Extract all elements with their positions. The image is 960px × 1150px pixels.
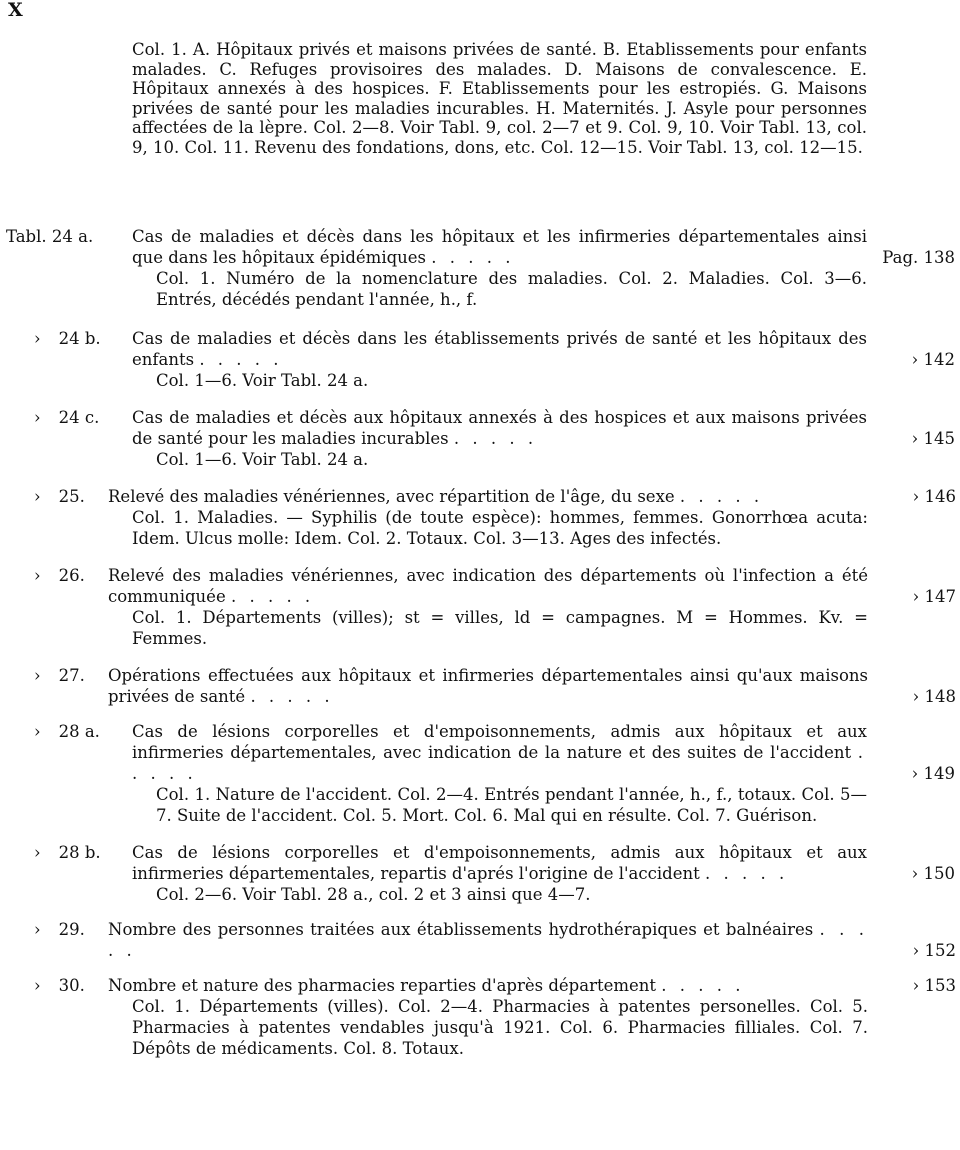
- toc-entry: [0, 407, 960, 470]
- entry-body: [132, 328, 955, 391]
- entry-title: [132, 226, 955, 268]
- entry-body: [108, 975, 956, 1059]
- page-reference: › 150: [911, 864, 955, 883]
- entry-title-text: Relevé des maladies vénériennes, avec indication des départements où l'infection a été communiquée: [108, 566, 868, 606]
- dot-leader: . . . . .: [108, 920, 868, 960]
- table-of-contents: [0, 226, 960, 1069]
- table-number: 26.: [58, 566, 85, 585]
- entry-body: [108, 665, 956, 707]
- page-number: X: [8, 0, 23, 21]
- intro-column-notes: Col. 1. A. Hôpitaux privés et maisons privées de santé. B. Etablissements pour enfants malades. C. Refuges provisoires des malades. D. Maisons de convalescence. E. Hôpitaux annexés à des hospices. F. Etablissements pour les estropiés. G. Maisons privées de santé pour les maladies incurables. H. Maternités. J. Asyle pour personnes affectées de la lèpre. Col. 2—8. Voir Tabl. 9, col. 2—7 et 9. Col. 9, 10. Voir Tabl. 13, col. 9, 10. Col. 11. Revenu des fondations, dons, etc. Col. 12—15. Voir Tabl. 13, col. 12—15.: [132, 40, 867, 157]
- ditto-mark: ›: [34, 329, 41, 348]
- table-label: [34, 919, 85, 940]
- entry-title-text: Cas de maladies et décès dans les établissements privés de santé et les hôpitaux des enfants: [132, 329, 867, 369]
- toc-entry: [0, 721, 960, 826]
- column-note: Col. 1. Départements (villes); st = villes, ld = campagnes. M = Hommes. Kv. = Femmes.: [132, 608, 868, 648]
- toc-entry: [0, 486, 960, 549]
- toc-entry: [0, 565, 960, 649]
- entry-title-text: Nombre et nature des pharmacies reparties d'après département: [108, 976, 662, 995]
- table-number: 24 c.: [58, 408, 100, 427]
- entry-title: [132, 721, 955, 784]
- entry-title-text: Cas de maladies et décès dans les hôpitaux et les infirmeries départementales ainsi que dans les hôpitaux épidémiques: [132, 227, 867, 267]
- dot-leader: . . . . .: [704, 864, 789, 883]
- entry-title-text: Cas de maladies et décès aux hôpitaux annexés à des hospices et aux maisons privées de santé pour les maladies incurables: [132, 408, 867, 448]
- table-number: 28 a.: [58, 722, 100, 741]
- page-reference: › 148: [912, 687, 956, 706]
- column-note: Col. 1—6. Voir Tabl. 24 a.: [156, 450, 369, 469]
- entry-title: [132, 407, 955, 449]
- table-label: [34, 486, 85, 507]
- dot-leader: . . . . .: [661, 976, 745, 995]
- toc-entry: [0, 226, 960, 310]
- column-note: Col. 1—6. Voir Tabl. 24 a.: [156, 371, 369, 390]
- toc-entry: [0, 919, 960, 961]
- toc-entry: [0, 975, 960, 1059]
- entry-body: [132, 226, 955, 310]
- column-note: Col. 2—6. Voir Tabl. 28 a., col. 2 et 3 ainsi que 4—7.: [156, 885, 591, 904]
- table-label: [34, 975, 85, 996]
- entry-body: [132, 721, 955, 826]
- entry-title-text: Cas de lésions corporelles et d'empoisonnements, admis aux hôpitaux et aux infirmeries départementales, avec indication de la nature et des suites de l'accident: [132, 722, 867, 762]
- table-number: 30.: [58, 976, 85, 995]
- page-reference: › 147: [912, 587, 956, 606]
- ditto-mark: ›: [34, 408, 41, 427]
- entry-title: [108, 665, 956, 707]
- entry-title-text: Nombre des personnes traitées aux établissements hydrothérapiques et balnéaires: [108, 920, 820, 939]
- dot-leader: . . . . .: [230, 587, 315, 606]
- ditto-mark: ›: [34, 487, 41, 506]
- table-number: 28 b.: [58, 843, 101, 862]
- ditto-mark: ›: [34, 843, 41, 862]
- dot-leader: . . . . .: [250, 687, 334, 706]
- entry-title: [108, 486, 956, 507]
- table-number: 27.: [58, 666, 85, 685]
- entry-title: [108, 975, 956, 996]
- ditto-mark: ›: [34, 976, 41, 995]
- toc-entry: [0, 842, 960, 905]
- entry-title-text: Opérations effectuées aux hôpitaux et infirmeries départementales ainsi qu'aux maisons privées de santé: [108, 666, 868, 706]
- entry-title-text: Relevé des maladies vénériennes, avec répartition de l'âge, du sexe: [108, 487, 680, 506]
- toc-entry: [0, 328, 960, 391]
- page-reference: › 146: [912, 487, 956, 506]
- dot-leader: . . . . .: [132, 743, 867, 783]
- table-number: 29.: [58, 920, 85, 939]
- column-note: Col. 1. Nature de l'accident. Col. 2—4. Entrés pendant l'année, h., f., totaux. Col. 5—7. Suite de l'accident. Col. 5. Mort. Col. 6. Mal qui en résulte. Col. 7. Guérison.: [156, 785, 867, 825]
- table-number: Tabl. 24 a.: [6, 227, 94, 246]
- column-note: Col. 1. Maladies. — Syphilis (de toute espèce): hommes, femmes. Gonorrhœa acuta: Idem. Ulcus molle: Idem. Col. 2. Totaux. Col. 3—13. Ages des infectés.: [132, 508, 868, 548]
- page-reference: › 142: [911, 350, 955, 369]
- page-reference: › 149: [911, 764, 955, 783]
- ditto-mark: ›: [34, 566, 41, 585]
- page-reference: Pag. 138: [882, 248, 955, 267]
- entry-body: [132, 842, 955, 905]
- table-label: [34, 565, 85, 586]
- ditto-mark: ›: [34, 666, 41, 685]
- entry-body: [108, 919, 956, 961]
- entry-title-text: Cas de lésions corporelles et d'empoisonnements, admis aux hôpitaux et aux infirmeries départementales, repartis d'aprés l'origine de l'accident: [132, 843, 867, 883]
- ditto-mark: ›: [34, 920, 41, 939]
- table-label: [6, 226, 93, 247]
- entry-body: [132, 407, 955, 470]
- table-label: [34, 842, 101, 863]
- page-reference: › 153: [912, 976, 956, 995]
- entry-body: [108, 565, 956, 649]
- entry-title: [108, 565, 956, 607]
- dot-leader: . . . . .: [453, 429, 538, 448]
- table-number: 25.: [58, 487, 85, 506]
- table-number: 24 b.: [58, 329, 101, 348]
- column-note: Col. 1. Numéro de la nomenclature des maladies. Col. 2. Maladies. Col. 3—6. Entrés, décédés pendant l'année, h., f.: [156, 269, 867, 309]
- dot-leader: . . . . .: [679, 487, 764, 506]
- table-label: [34, 665, 85, 686]
- table-label: [34, 721, 100, 742]
- entry-title: [132, 328, 955, 370]
- dot-leader: . . . . .: [199, 350, 283, 369]
- entry-title: [108, 919, 956, 961]
- table-label: [34, 328, 101, 349]
- column-note: Col. 1. Départements (villes). Col. 2—4. Pharmacies à patentes personelles. Col. 5. Pharmacies à patentes vendables jusqu'à 1921. Col. 6. Pharmacies filliales. Col. 7. Dépôts de médicaments. Col. 8. Totaux.: [132, 997, 868, 1058]
- entry-title: [132, 842, 955, 884]
- ditto-mark: ›: [34, 722, 41, 741]
- entry-body: [108, 486, 956, 549]
- page-reference: › 145: [911, 429, 955, 448]
- dot-leader: . . . . .: [431, 248, 515, 267]
- page-reference: › 152: [912, 941, 956, 960]
- table-label: [34, 407, 99, 428]
- toc-entry: [0, 665, 960, 707]
